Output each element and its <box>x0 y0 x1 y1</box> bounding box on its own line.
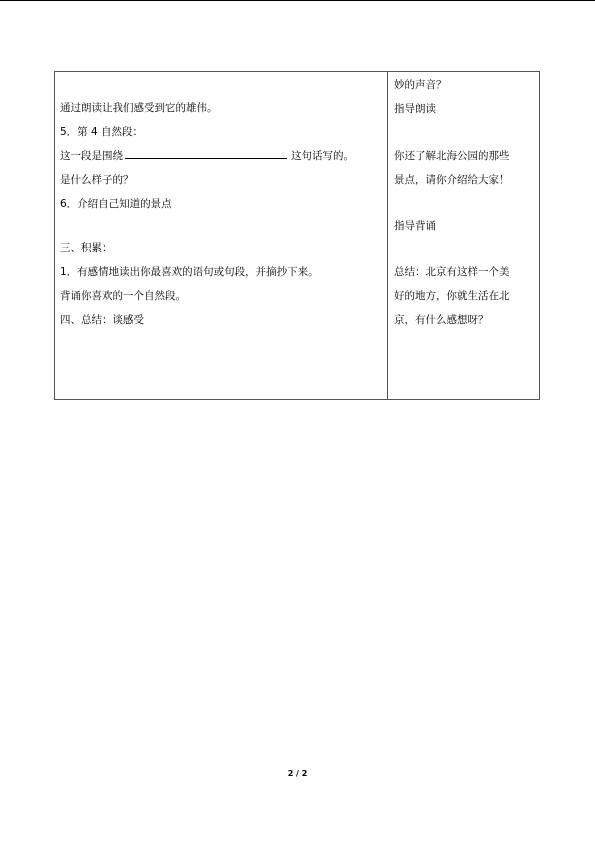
left-line-5: 6．介绍自己知道的景点 <box>60 198 172 210</box>
left-line-1: 通过朗读让我们感受到它的雄伟。 <box>60 102 218 114</box>
left-line-9: 四、总结：谈感受 <box>60 314 144 326</box>
top-rule <box>0 0 595 1</box>
right-line-2: 指导朗读 <box>394 103 436 115</box>
lesson-table <box>54 71 540 400</box>
right-line-4: 景点，请你介绍给大家！ <box>394 174 510 186</box>
left-line-4: 是什么样子的？ <box>60 174 134 186</box>
left-line-7: 1．有感情地读出你最喜欢的语句或句段，并摘抄下来。 <box>60 266 319 278</box>
left-line-3 <box>60 149 354 163</box>
page-number: 2 / 2 <box>287 769 308 778</box>
column-divider <box>387 72 388 399</box>
left-line-8: 背诵你喜欢的一个自然段。 <box>60 290 186 302</box>
left-line-3-start: 这一段是围绕 <box>60 150 123 162</box>
right-line-1: 妙的声音？ <box>394 79 447 91</box>
left-line-3-end: 这句话写的。 <box>291 150 354 162</box>
right-line-5: 指导背诵 <box>394 220 436 232</box>
right-line-6: 总结：北京有这样一个美 <box>394 266 510 278</box>
left-line-6: 三、积累： <box>60 242 113 254</box>
left-line-2: 5．第 4 自然段： <box>60 126 144 138</box>
right-line-7: 好的地方，你就生活在北 <box>394 290 510 302</box>
right-line-3: 你还了解北海公园的那些 <box>394 150 510 162</box>
fill-in-blank <box>125 149 287 159</box>
right-line-8: 京，有什么感想呀？ <box>394 314 489 326</box>
